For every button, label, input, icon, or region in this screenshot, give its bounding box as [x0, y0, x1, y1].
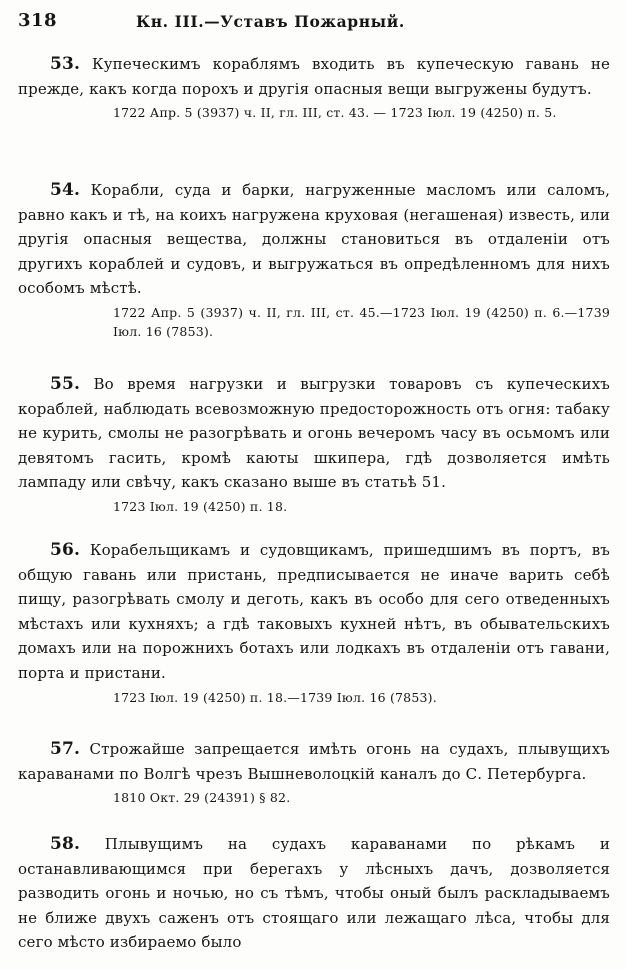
article-54 — [18, 178, 610, 341]
article-body: Строжайше запрещается имѣть огонь на судахъ, плывущихъ караванами по Волгѣ чрезъ Вышневолоцкій каналъ до С. Петербурга. — [18, 740, 611, 783]
legal-citation: 1722 Апр. 5 (3937) ч. II, гл. III, ст. 45.—1723 Іюл. 19 (4250) п. 6.—1739 Іюл. 16 (7853). — [113, 304, 610, 339]
legal-citation: 1723 Іюл. 19 (4250) п. 18.—1739 Іюл. 16 (7853). — [113, 689, 437, 705]
legal-citation: 1723 Іюл. 19 (4250) п. 18. — [113, 498, 288, 514]
legal-citation: 1810 Окт. 29 (24391) § 82. — [113, 790, 291, 806]
legal-citation: 1722 Апр. 5 (3937) ч. II, гл. III, ст. 43. — 1723 Іюл. 19 (4250) п. 5. — [113, 105, 557, 121]
article-number: 56. — [50, 540, 81, 560]
page-header — [18, 10, 610, 38]
running-title: Кн. III.—Уставъ Пожарный. — [136, 12, 405, 31]
article-body: Корабельщикамъ и судовщикамъ, пришедшимъ въ портъ, въ общую гавань или пристань, предписывается не иначе варить себѣ пищу, разогрѣвать смолу и деготь, какъ въ особо для сего отведенныхъ мѣстахъ или кухняхъ; а гдѣ таковыхъ кухней нѣтъ, въ обывательскихъ домахъ или на порожнихъ ботахъ или лодкахъ въ отдаленіи отъ гавани, порта и пристани. — [18, 541, 610, 682]
article-number: 57. — [50, 739, 81, 759]
article-text — [18, 372, 610, 495]
article-text — [18, 178, 610, 301]
article-number: 54. — [50, 180, 81, 200]
article-56 — [18, 538, 610, 707]
article-body: Во время нагрузки и выгрузки товаровъ съ купеческихъ кораблей, наблюдать всевозможную предосторожность отъ огня: табаку не курить, смолы не разогрѣвать и огонь вечеромъ часу въ осьмомъ или девятомъ гасить, кромѣ каюты шкипера, гдѣ дозволяется имѣть лампаду или свѣчу, какъ сказано выше въ статьѣ 51. — [18, 375, 611, 492]
article-body: Плывущимъ на судахъ караванами по рѣкамъ и останавливающимся при берегахъ у лѣсныхъ дачъ, дозволяется разводить огонь и ночью, но съ тѣмъ, чтобы оный былъ раскладываемъ не ближе двухъ саженъ отъ стоящаго или лежащаго лѣса, чтобы для сего мѣсто избираемо было — [18, 835, 610, 952]
article-number: 53. — [50, 54, 81, 74]
article-text — [18, 538, 610, 686]
article-text — [18, 737, 610, 786]
article-body: Корабли, суда и барки, нагруженные масломъ или саломъ, равно какъ и тѣ, на коихъ нагружена круховая (негашеная) известь, или другія опасныя вещества, должны становиться въ отдаленіи отъ другихъ кораблей и судовъ, и выгружаться въ опредѣленномъ для нихъ особомъ мѣстѣ. — [18, 181, 611, 298]
article-53 — [18, 52, 610, 122]
article-number: 55. — [50, 374, 81, 394]
article-57 — [18, 737, 610, 807]
page-number: 318 — [18, 10, 58, 31]
article-body: Купеческимъ кораблямъ входить въ купеческую гавань не прежде, какъ когда порохъ и другія опасныя вещи выгружены будутъ. — [18, 55, 610, 98]
article-55 — [18, 372, 610, 516]
article-number: 58. — [50, 834, 81, 854]
article-58 — [18, 832, 610, 955]
article-text — [18, 832, 610, 955]
article-text — [18, 52, 610, 101]
